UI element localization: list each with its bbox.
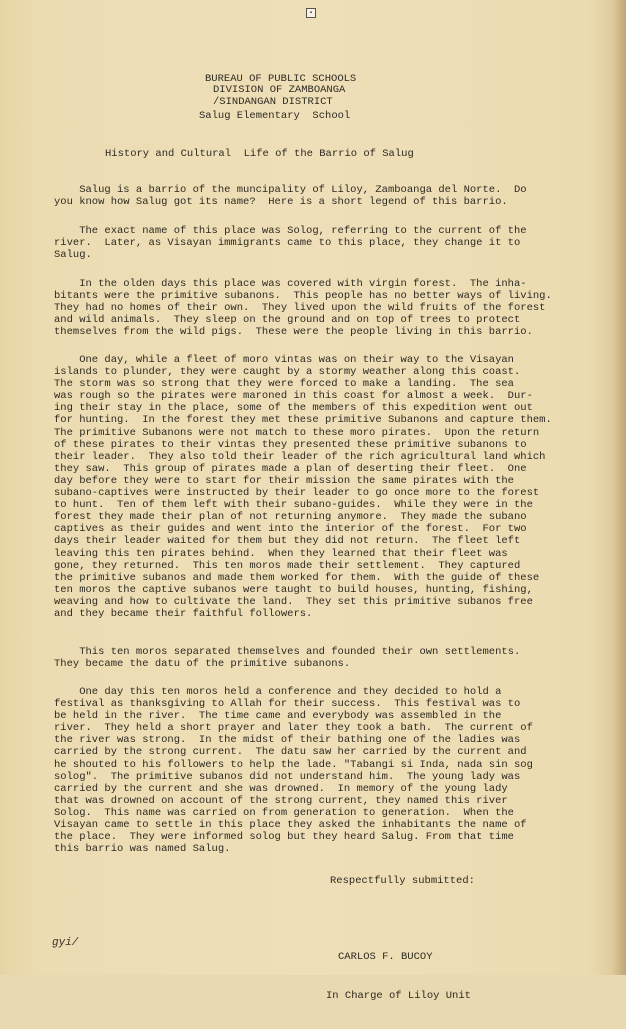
document-title: History and Cultural Life of the Barrio of Salug [105, 148, 414, 160]
signature-block [326, 925, 471, 1029]
header-school: Salug Elementary School [199, 110, 351, 122]
signatory-name: CARLOS F. BUCOY [338, 951, 433, 963]
header-division: DIVISION OF ZAMBOANGA [213, 84, 346, 96]
paragraph-festival: One day this ten moros held a conference and they decided to hold a festival as thanksgiving to Allah for their success. This festival was to be held in the river. The time came and everybody was assembled in the river. They held a short prayer and later they took a bath. The current of the river was strong. In the midst of their bathing one of the ladies was carried by the strong current. The datu saw her carried by the current and he shouted to his followers to help the lade. "Tabangi si Inda, nada sin sog solog". The primitive subanos did not understand him. The young lady was carried by the current and she was drowned. In memory of the young lady that was drowned on account of the strong current, they named this river Solog. This name was carried on from generation to generation. When the Visayan came to settle in this place they asked the inhabitants the name of the place. They were informed solog but they heard Salug. From that time this barrio was named Salug. [54, 686, 533, 856]
signatory-position: In Charge of Liloy Unit [326, 990, 471, 1002]
typist-initials: gyi/ [52, 937, 79, 949]
paragraph-olden-days: In the olden days this place was covered with virgin forest. The inha- bitants were the primitive subanons. This people has no better ways of living. They had no homes of their own. They lived upon the wild fruits of the forest and wild animals. They sleep on the ground and on top of trees to protect themselves from the wild pigs. These were the people living in this barrio. [54, 278, 552, 339]
header-bureau: BUREAU OF PUBLIC SCHOOLS [205, 73, 357, 85]
header-district: /SINDANGAN DISTRICT [213, 96, 333, 108]
paragraph-settlements: This ten moros separated themselves and founded their own settlements. They became the datu of the primitive subanons. [54, 646, 521, 671]
closing-line: Respectfully submitted: [330, 875, 475, 887]
paragraph-name-origin: The exact name of this place was Solog, referring to the current of the river. Later, as Visayan immigrants came to this place, they change it to Salug. [54, 225, 527, 262]
paragraph-intro: Salug is a barrio of the muncipality of Liloy, Zamboanga del Norte. Do you know how Salug got its name? Here is a short legend of this barrio. [54, 184, 527, 209]
paragraph-moro-fleet: One day, while a fleet of moro vintas was on their way to the Visayan islands to plunder, they were caught by a stormy weather along this coast. The storm was so strong that they were forced to make a landing. The sea was rough so the pirates were maroned in this coast for almost a week. Dur- ing their stay in the place, some of the members of this expedition went out for hunting. In the forest they met these primitive Subanons and capture them. The primitive Subanons were not match to these moro pirates. Upon the return of these pirates to their vintas they presented these primitive subanons to their leader. They also told their leader of the rich agricultural land which they saw. This group of pirates made a plan of deserting their fleet. One day before they were to start for their mission the same pirates with the subano-captives were instructed by their leader to go once more to the forest to hunt. Ten of them left with their subano-guides. While they were in the forest they made their plan of not returning anymore. They made the subano captives as their guides and went into the interior of the forest. For two days their leader waited for them but they did not return. The fleet left leaving this ten pirates behind. When they learned that their fleet was gone, they returned. This ten moros made their settlement. They captured the primitive subanos and made them worked for them. With the guide of these ten moros the captive subanos were taught to build houses, hunting, fishing, weaving and how to cultivate the land. They set this primitive subanos free and they became their faithful followers. [54, 354, 552, 620]
punch-hole-icon: ▪ [306, 8, 316, 18]
